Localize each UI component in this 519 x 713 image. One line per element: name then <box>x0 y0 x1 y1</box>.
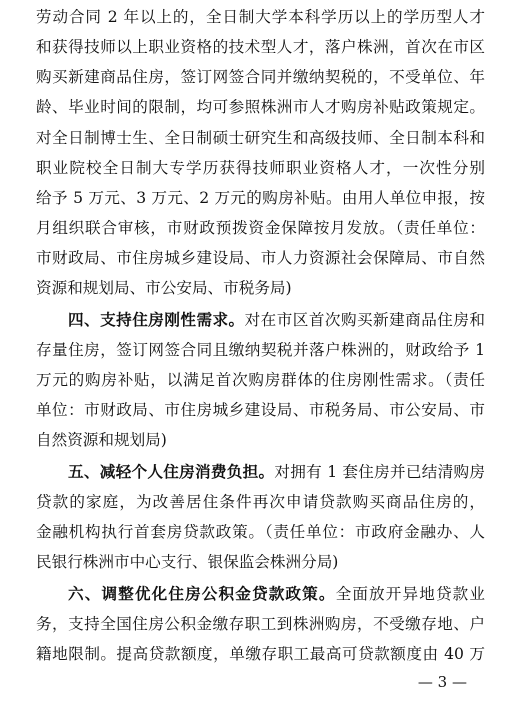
text-line <box>36 278 485 298</box>
line-text: 月组织联合审核，市财政预拨资金保障按月发放。（责任单位： <box>36 219 485 237</box>
text-line <box>36 7 485 27</box>
line-text: 贷款的家庭，为改善居住条件再次申请贷款购买商品住房的， <box>36 493 485 511</box>
section-heading: 六、调整优化住房公积金贷款政策。 <box>68 584 336 603</box>
text-line <box>36 644 485 664</box>
section-heading-line <box>68 310 485 330</box>
line-text: 金融机构执行首套房贷款政策。（责任单位：市政府金融办、人 <box>36 523 485 541</box>
line-text: 劳动合同 2 年以上的，全日制大学本科学历以上的学历型人才 <box>36 8 485 26</box>
line-text: 对拥有 1 套住房并已结清购房 <box>274 463 485 481</box>
line-text: 自然资源和规划局) <box>36 431 167 449</box>
line-text: 龄、毕业时间的限制，均可参照株洲市人才购房补贴政策规定。 <box>36 98 485 116</box>
line-text: 对全日制博士生、全日制硕士研究生和高级技师、全日制本科和 <box>36 129 485 147</box>
line-text: 对在市区首次购买新建商品住房和 <box>244 311 485 329</box>
text-line <box>36 158 485 178</box>
line-text: 务，支持全国住房公积金缴存职工到株洲购房，不受缴存地、户 <box>36 615 485 633</box>
text-line <box>36 430 485 450</box>
text-line <box>36 67 485 87</box>
text-line <box>36 552 485 572</box>
line-text: 籍地限制。提高贷款额度，单缴存职工最高可贷款额度由 40 万 <box>36 645 485 663</box>
text-line <box>36 370 485 390</box>
text-line <box>36 522 485 542</box>
line-text: 市财政局、市住房城乡建设局、市人力资源社会保障局、市自然 <box>36 249 485 267</box>
text-line <box>36 128 485 148</box>
section-heading-line <box>68 462 485 482</box>
text-line <box>36 248 485 268</box>
line-text: 万元的购房补贴，以满足首次购房群体的住房刚性需求。（责任 <box>36 371 485 389</box>
text-line <box>36 492 485 512</box>
text-line <box>36 218 485 238</box>
text-line <box>36 188 485 208</box>
section-heading: 四、支持住房刚性需求。 <box>68 310 245 329</box>
line-text: 全面放开异地贷款业 <box>335 585 485 603</box>
text-line <box>36 340 485 360</box>
line-text: 给予 5 万元、3 万元、2 万元的购房补贴。由用人单位申报，按 <box>36 189 485 207</box>
line-text: 单位：市财政局、市住房城乡建设局、市税务局、市公安局、市 <box>36 401 485 419</box>
text-line <box>36 614 485 634</box>
line-text: 资源和规划局、市公安局、市税务局) <box>36 279 292 297</box>
line-text: 存量住房，签订网签合同且缴纳契税并落户株洲的，财政给予 1 <box>36 341 485 359</box>
text-line <box>36 37 485 57</box>
line-text: 和获得技师以上职业资格的技术型人才，落户株洲，首次在市区 <box>36 38 485 56</box>
line-text: 民银行株洲市中心支行、银保监会株洲分局) <box>36 553 339 571</box>
section-heading: 五、减轻个人住房消费负担。 <box>68 462 275 481</box>
section-heading-line <box>68 584 485 604</box>
page-number: — 3 — <box>417 673 467 691</box>
text-line <box>36 97 485 117</box>
line-text: 职业院校全日制大专学历获得技师职业资格人才，一次性分别 <box>36 159 485 177</box>
line-text: 购买新建商品住房，签订网签合同并缴纳契税的，不受单位、年 <box>36 68 485 86</box>
text-line <box>36 400 485 420</box>
